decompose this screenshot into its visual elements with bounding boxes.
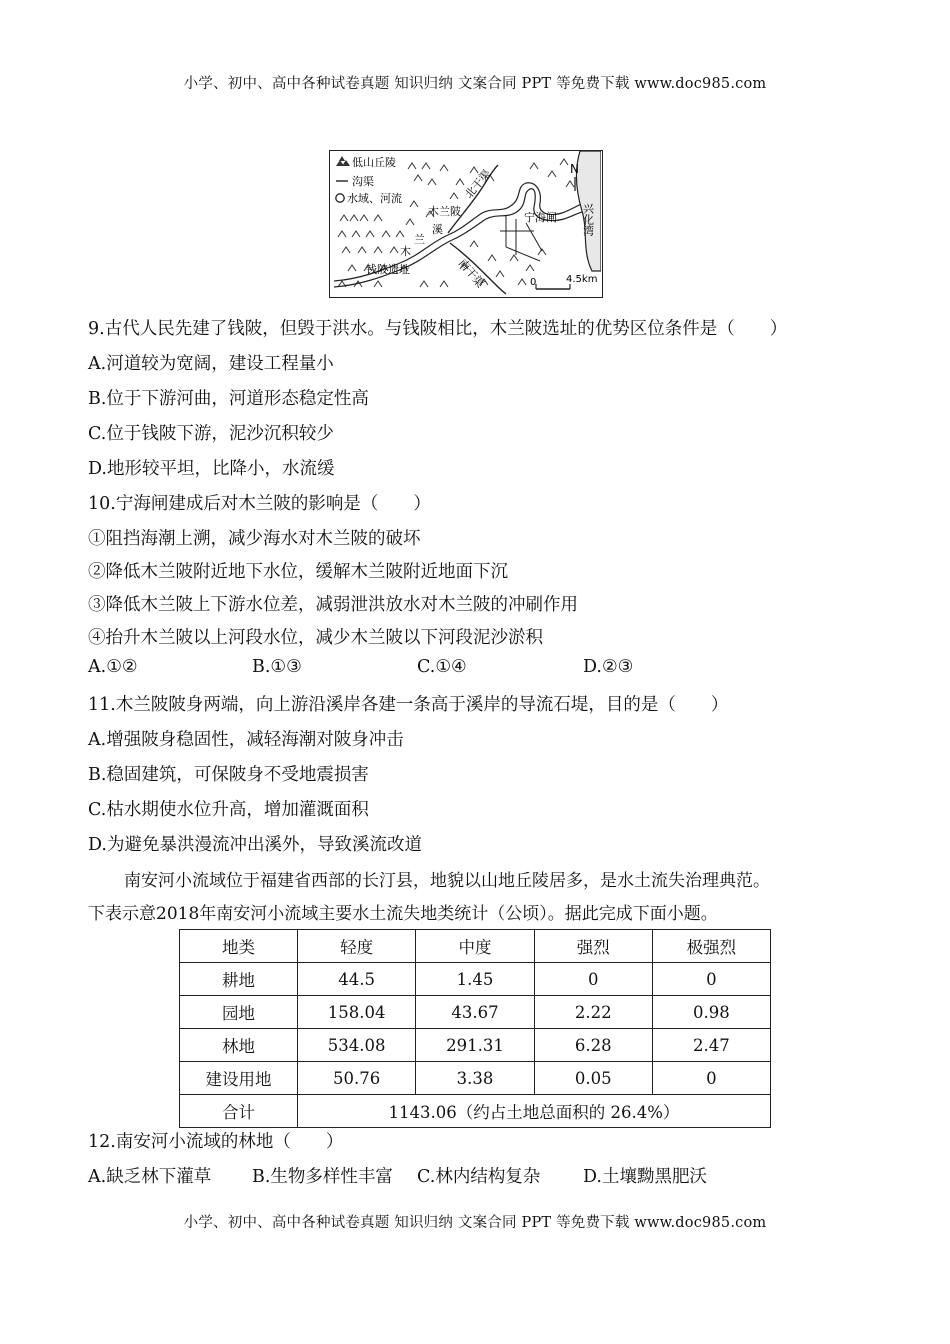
legend-water-label: 水域、河流 [347,192,402,205]
table-cell: 0 [652,1062,770,1095]
table-cell: 2.47 [652,1029,770,1062]
table-cell: 1.45 [416,963,534,996]
q11-option-d: D.为避免暴洪漫流冲出溪外，导致溪流改道 [88,835,422,855]
table-header-cell: 中度 [416,930,534,963]
q11-option-b: B.稳固建筑，可保陂身不受地震损害 [88,765,369,785]
label-lan: 兰 [414,233,425,246]
table-row [180,996,771,1029]
erosion-table [179,929,771,1128]
legend-canal-label: 沟渠 [352,175,374,188]
q9-option-b: B.位于下游河曲，河道形态稳定性高 [88,389,369,409]
label-xinghuawan: 兴化湾 [581,203,595,236]
table-header-row [180,930,771,963]
table-header-cell: 轻度 [297,930,415,963]
table-row [180,963,771,996]
q12-option-d: D.土壤黝黑肥沃 [583,1167,707,1187]
intro-line-2: 下表示意2018年南安河小流域主要水土流失地类统计（公顷）。据此完成下面小题。 [88,904,718,924]
table-row [180,1062,771,1095]
legend-water-icon [336,194,344,202]
intro-line-1: 南安河小流域位于福建省西部的长汀县，地貌以山地丘陵居多，是水土流失治理典范。 [124,871,770,891]
page-footer: 小学、初中、高中各种试卷真题 知识归纳 文案合同 PPT 等免费下载 www.doc985.com [183,1215,767,1231]
q11-option-a: A.增强陂身稳固性，减轻海潮对陂身冲击 [88,730,404,750]
table-header-cell: 极强烈 [652,930,770,963]
table-total-value: 1143.06（约占土地总面积的 26.4%） [297,1095,770,1128]
q9-option-d: D.地形较平坦，比降小，水流缓 [88,459,335,479]
q9-option-a: A.河道较为宽阔，建设工程量小 [88,354,334,374]
q9-option-c: C.位于钱陂下游，泥沙沉积较少 [88,424,334,444]
table-cell: 林地 [180,1029,298,1062]
table-header-cell: 强烈 [534,930,652,963]
q10-item-1: ①阻挡海潮上溯，减少海水对木兰陂的破坏 [88,529,421,549]
label-ninghaizha: 宁海闸 [524,211,557,224]
q10-stem: 10.宁海闸建成后对木兰陂的影响是（ ） [88,494,431,514]
label-mu: 木 [400,245,411,258]
table-header-cell: 地类 [180,930,298,963]
table-cell: 0 [534,963,652,996]
map-drawing [330,151,601,296]
label-mulanbei: 木兰陂 [428,205,461,218]
q12-stem: 12.南安河小流域的林地（ ） [88,1132,344,1152]
table-cell: 291.31 [416,1029,534,1062]
table-row [180,1029,771,1062]
q9-stem: 9.古代人民先建了钱陂，但毁于洪水。与钱陂相比，木兰陂选址的优势区位条件是（ ） [88,319,788,339]
q11-stem: 11.木兰陂陂身两端，向上游沿溪岸各建一条高于溪岸的导流石堤，目的是（ ） [88,695,729,715]
table-cell: 耕地 [180,963,298,996]
table-cell: 3.38 [416,1062,534,1095]
scale-length: 4.5km [566,274,598,285]
label-nanganqu: 南干渠 [455,256,487,291]
table-cell: 0.05 [534,1062,652,1095]
q11-option-c: C.枯水期使水位升高，增加灌溉面积 [88,800,369,820]
q10-item-4: ④抬升木兰陂以上河段水位，减少木兰陂以下河段泥沙淤积 [88,628,543,648]
north-arrow-label: N [570,162,579,176]
label-beiganqu: 北干渠 [462,167,494,201]
q10-option-d: D.②③ [583,657,634,677]
legend-hill-icon [336,156,350,166]
table-cell: 园地 [180,996,298,1029]
table-cell: 6.28 [534,1029,652,1062]
q10-option-a: A.①② [88,657,138,677]
q10-option-c: C.①④ [417,657,467,677]
legend-hill-label: 低山丘陵 [352,156,396,169]
q10-option-b: B.①③ [252,657,302,677]
q12-option-c: C.林内结构复杂 [417,1167,541,1187]
table-cell: 0.98 [652,996,770,1029]
table-cell: 43.67 [416,996,534,1029]
q10-item-3: ③降低木兰陂上下游水位差，减弱泄洪放水对木兰陂的冲刷作用 [88,595,578,615]
table-cell: 44.5 [297,963,415,996]
label-qianbei: 钱陂遗址 [366,263,410,276]
scale-zero: 0 [530,277,537,288]
page-header: 小学、初中、高中各种试卷真题 知识归纳 文案合同 PPT 等免费下载 www.doc985.com [183,76,767,92]
table-total-label: 合计 [180,1095,298,1128]
table-cell: 0 [652,963,770,996]
table-total-row [180,1095,771,1128]
table-cell: 50.76 [297,1062,415,1095]
table-cell: 2.22 [534,996,652,1029]
table-cell: 158.04 [297,996,415,1029]
q12-option-a: A.缺乏林下灌草 [88,1167,212,1187]
map-figure [329,150,603,298]
label-xi: 溪 [432,223,443,236]
table-cell: 534.08 [297,1029,415,1062]
table-cell: 建设用地 [180,1062,298,1095]
q12-option-b: B.生物多样性丰富 [252,1167,393,1187]
q10-item-2: ②降低木兰陂附近地下水位，缓解木兰陂附近地面下沉 [88,562,508,582]
